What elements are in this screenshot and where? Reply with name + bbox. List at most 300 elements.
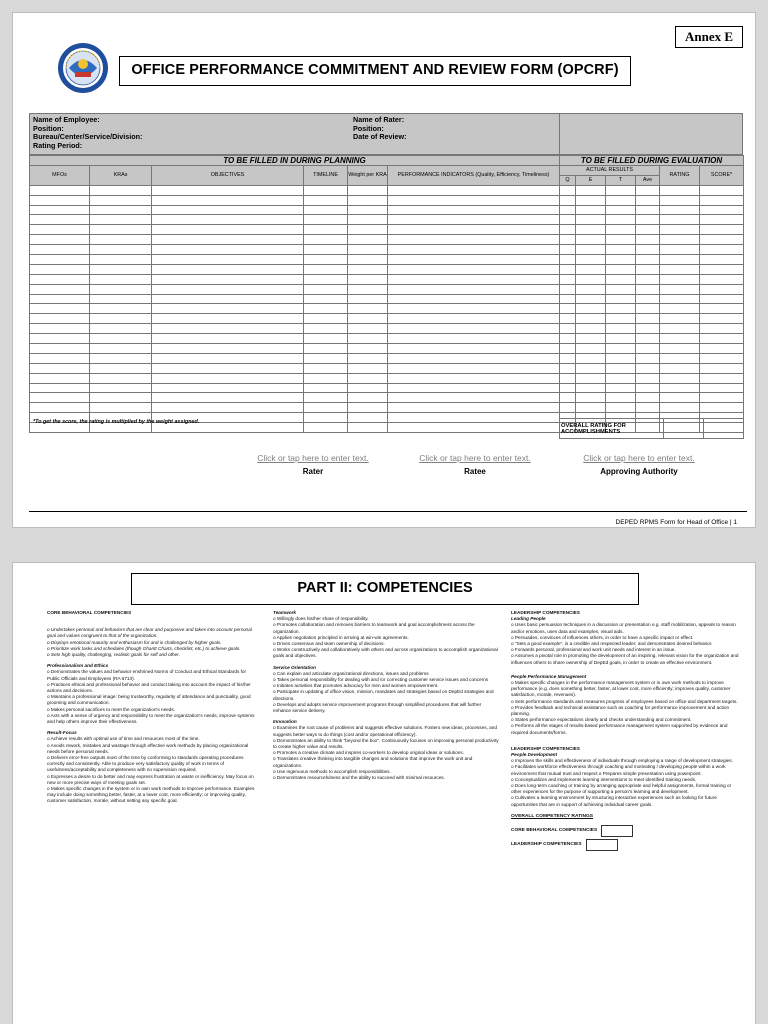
- table-cell[interactable]: [348, 403, 388, 413]
- table-cell[interactable]: [90, 185, 152, 195]
- table-cell[interactable]: [560, 314, 576, 324]
- table-cell[interactable]: [576, 304, 606, 314]
- table-cell[interactable]: [30, 185, 90, 195]
- table-cell[interactable]: [700, 235, 744, 245]
- table-cell[interactable]: [636, 294, 660, 304]
- table-cell[interactable]: [348, 324, 388, 334]
- table-cell[interactable]: [660, 304, 700, 314]
- table-cell[interactable]: [152, 373, 304, 383]
- table-cell[interactable]: [304, 314, 348, 324]
- table-cell[interactable]: [152, 383, 304, 393]
- table-cell[interactable]: [90, 205, 152, 215]
- table-cell[interactable]: [30, 274, 90, 284]
- table-cell[interactable]: [152, 205, 304, 215]
- table-cell[interactable]: [576, 334, 606, 344]
- table-cell[interactable]: [348, 235, 388, 245]
- overall-rating-table: [559, 418, 744, 439]
- table-cell[interactable]: [388, 205, 560, 215]
- table-cell[interactable]: [636, 274, 660, 284]
- table-cell[interactable]: [700, 324, 744, 334]
- table-cell[interactable]: [576, 324, 606, 334]
- table-cell[interactable]: [90, 294, 152, 304]
- table-cell[interactable]: [152, 334, 304, 344]
- table-cell[interactable]: [576, 205, 606, 215]
- table-cell[interactable]: [560, 225, 576, 235]
- table-cell[interactable]: [560, 185, 576, 195]
- table-cell[interactable]: [636, 393, 660, 403]
- table-cell[interactable]: [636, 373, 660, 383]
- leadership-rating-label: LEADERSHIP COMPETENCIES: [511, 841, 582, 847]
- table-cell[interactable]: [606, 314, 636, 324]
- table-cell[interactable]: [152, 353, 304, 363]
- table-cell[interactable]: [700, 393, 744, 403]
- table-cell[interactable]: [304, 304, 348, 314]
- table-cell[interactable]: [304, 413, 348, 423]
- table-cell[interactable]: [304, 245, 348, 255]
- table-cell[interactable]: [700, 294, 744, 304]
- table-cell[interactable]: [576, 393, 606, 403]
- table-cell[interactable]: [606, 334, 636, 344]
- table-cell[interactable]: [304, 353, 348, 363]
- table-cell[interactable]: [152, 363, 304, 373]
- table-cell[interactable]: [576, 284, 606, 294]
- table-cell[interactable]: [660, 373, 700, 383]
- table-cell[interactable]: [388, 314, 560, 324]
- table-cell[interactable]: [606, 304, 636, 314]
- table-cell[interactable]: [560, 255, 576, 265]
- table-cell[interactable]: [576, 185, 606, 195]
- table-cell[interactable]: [606, 195, 636, 205]
- table-cell[interactable]: [304, 324, 348, 334]
- bullet-item: o Improves the skills and effectiveness of individuals through employing a range of development strategies.: [511, 758, 733, 764]
- table-cell[interactable]: [576, 403, 606, 413]
- table-cell[interactable]: [606, 373, 636, 383]
- table-cell[interactable]: [636, 215, 660, 225]
- table-cell[interactable]: [304, 284, 348, 294]
- table-cell[interactable]: [90, 344, 152, 354]
- table-cell[interactable]: [90, 264, 152, 274]
- table-cell[interactable]: [606, 383, 636, 393]
- table-cell[interactable]: [348, 185, 388, 195]
- table-cell[interactable]: [660, 393, 700, 403]
- table-cell[interactable]: [576, 274, 606, 284]
- table-cell[interactable]: [388, 264, 560, 274]
- table-cell[interactable]: [348, 314, 388, 324]
- table-cell[interactable]: [636, 205, 660, 215]
- table-cell[interactable]: [560, 363, 576, 373]
- table-cell[interactable]: [152, 393, 304, 403]
- overall-score-cell[interactable]: [704, 419, 744, 439]
- table-cell[interactable]: [660, 274, 700, 284]
- table-cell[interactable]: [606, 284, 636, 294]
- table-cell[interactable]: [348, 393, 388, 403]
- table-cell[interactable]: [606, 403, 636, 413]
- table-cell[interactable]: [90, 334, 152, 344]
- table-cell[interactable]: [388, 235, 560, 245]
- table-cell[interactable]: [660, 185, 700, 195]
- table-cell[interactable]: [560, 304, 576, 314]
- table-cell[interactable]: [30, 294, 90, 304]
- table-cell[interactable]: [636, 185, 660, 195]
- table-cell[interactable]: [560, 215, 576, 225]
- table-cell[interactable]: [606, 255, 636, 265]
- table-cell[interactable]: [660, 255, 700, 265]
- table-cell[interactable]: [636, 353, 660, 363]
- table-cell[interactable]: [606, 235, 636, 245]
- table-cell[interactable]: [90, 255, 152, 265]
- table-cell[interactable]: [388, 245, 560, 255]
- table-cell[interactable]: [636, 264, 660, 274]
- table-cell[interactable]: [388, 383, 560, 393]
- table-cell[interactable]: [90, 383, 152, 393]
- table-cell[interactable]: [560, 324, 576, 334]
- table-cell[interactable]: [30, 245, 90, 255]
- table-cell[interactable]: [606, 205, 636, 215]
- table-cell[interactable]: [152, 324, 304, 334]
- table-cell[interactable]: [304, 294, 348, 304]
- table-cell[interactable]: [30, 393, 90, 403]
- table-cell[interactable]: [700, 353, 744, 363]
- table-cell[interactable]: [90, 373, 152, 383]
- table-cell[interactable]: [606, 185, 636, 195]
- table-cell[interactable]: [348, 274, 388, 284]
- table-cell[interactable]: [388, 185, 560, 195]
- table-cell[interactable]: [576, 225, 606, 235]
- table-cell[interactable]: [560, 235, 576, 245]
- table-cell[interactable]: [90, 195, 152, 205]
- table-cell[interactable]: [348, 383, 388, 393]
- table-cell[interactable]: [700, 255, 744, 265]
- table-cell[interactable]: [304, 393, 348, 403]
- table-cell[interactable]: [90, 363, 152, 373]
- table-cell[interactable]: [30, 344, 90, 354]
- table-cell[interactable]: [576, 344, 606, 354]
- table-cell[interactable]: [576, 383, 606, 393]
- overall-rating-cell[interactable]: [664, 419, 704, 439]
- table-cell[interactable]: [152, 255, 304, 265]
- table-cell[interactable]: [30, 324, 90, 334]
- table-cell[interactable]: [304, 363, 348, 373]
- table-cell[interactable]: [304, 195, 348, 205]
- table-cell[interactable]: [152, 344, 304, 354]
- table-cell[interactable]: [660, 403, 700, 413]
- table-cell[interactable]: [636, 403, 660, 413]
- table-cell[interactable]: [388, 215, 560, 225]
- table-cell[interactable]: [30, 363, 90, 373]
- table-cell[interactable]: [700, 334, 744, 344]
- table-cell[interactable]: [388, 324, 560, 334]
- table-cell[interactable]: [576, 235, 606, 245]
- table-cell[interactable]: [388, 195, 560, 205]
- table-cell[interactable]: [560, 334, 576, 344]
- table-cell[interactable]: [576, 195, 606, 205]
- table-cell[interactable]: [660, 363, 700, 373]
- table-cell[interactable]: [388, 403, 560, 413]
- table-cell[interactable]: [304, 215, 348, 225]
- table-cell[interactable]: [30, 215, 90, 225]
- table-cell[interactable]: [90, 274, 152, 284]
- table-cell[interactable]: [636, 235, 660, 245]
- table-cell[interactable]: [660, 225, 700, 235]
- teamwork-list: [273, 616, 499, 659]
- table-cell[interactable]: [348, 373, 388, 383]
- table-cell[interactable]: [348, 284, 388, 294]
- table-cell[interactable]: [660, 324, 700, 334]
- table-cell[interactable]: [388, 274, 560, 284]
- table-cell[interactable]: [660, 284, 700, 294]
- table-cell[interactable]: [304, 344, 348, 354]
- table-cell[interactable]: [304, 205, 348, 215]
- table-cell[interactable]: [304, 274, 348, 284]
- core-rating-row: [511, 824, 739, 838]
- table-cell[interactable]: [388, 225, 560, 235]
- table-cell[interactable]: [348, 215, 388, 225]
- table-cell[interactable]: [348, 413, 388, 423]
- table-cell[interactable]: [30, 383, 90, 393]
- table-cell[interactable]: [152, 284, 304, 294]
- table-cell[interactable]: [700, 284, 744, 294]
- table-cell[interactable]: [636, 225, 660, 235]
- table-cell[interactable]: [90, 304, 152, 314]
- table-cell[interactable]: [560, 403, 576, 413]
- table-cell[interactable]: [560, 205, 576, 215]
- table-cell[interactable]: [576, 373, 606, 383]
- table-cell[interactable]: [152, 314, 304, 324]
- table-cell[interactable]: [636, 383, 660, 393]
- table-cell[interactable]: [660, 314, 700, 324]
- table-cell[interactable]: [388, 344, 560, 354]
- table-cell[interactable]: [152, 403, 304, 413]
- table-cell[interactable]: [636, 255, 660, 265]
- table-cell[interactable]: [348, 225, 388, 235]
- table-cell[interactable]: [304, 373, 348, 383]
- table-cell[interactable]: [348, 264, 388, 274]
- table-cell[interactable]: [576, 353, 606, 363]
- table-cell[interactable]: [388, 423, 560, 433]
- leadership-rating-box[interactable]: [586, 839, 618, 851]
- table-cell[interactable]: [30, 264, 90, 274]
- table-cell[interactable]: [660, 245, 700, 255]
- table-cell[interactable]: [348, 304, 388, 314]
- table-cell[interactable]: [560, 393, 576, 403]
- table-cell[interactable]: [152, 215, 304, 225]
- table-cell[interactable]: [304, 185, 348, 195]
- table-cell[interactable]: [660, 353, 700, 363]
- table-cell[interactable]: [304, 383, 348, 393]
- table-cell[interactable]: [660, 205, 700, 215]
- table-cell[interactable]: [636, 314, 660, 324]
- table-cell[interactable]: [90, 324, 152, 334]
- table-cell[interactable]: [152, 294, 304, 304]
- table-cell[interactable]: [636, 304, 660, 314]
- table-cell[interactable]: [152, 264, 304, 274]
- table-cell[interactable]: [30, 235, 90, 245]
- table-cell[interactable]: [560, 373, 576, 383]
- table-cell[interactable]: [606, 225, 636, 235]
- table-cell[interactable]: [576, 294, 606, 304]
- table-cell[interactable]: [348, 294, 388, 304]
- table-cell[interactable]: [90, 215, 152, 225]
- table-cell[interactable]: [700, 264, 744, 274]
- table-cell[interactable]: [348, 353, 388, 363]
- table-cell[interactable]: [660, 334, 700, 344]
- table-cell[interactable]: [30, 373, 90, 383]
- table-cell[interactable]: [660, 294, 700, 304]
- table-cell[interactable]: [90, 403, 152, 413]
- table-cell[interactable]: [636, 344, 660, 354]
- table-cell[interactable]: [388, 334, 560, 344]
- table-cell[interactable]: [700, 304, 744, 314]
- table-cell[interactable]: [700, 245, 744, 255]
- table-cell[interactable]: [636, 245, 660, 255]
- table-cell[interactable]: [660, 383, 700, 393]
- table-cell[interactable]: [348, 344, 388, 354]
- table-cell[interactable]: [90, 353, 152, 363]
- table-cell[interactable]: [606, 363, 636, 373]
- table-cell[interactable]: [304, 235, 348, 245]
- table-cell[interactable]: [606, 264, 636, 274]
- table-cell[interactable]: [636, 334, 660, 344]
- table-cell[interactable]: [90, 245, 152, 255]
- table-cell[interactable]: [388, 255, 560, 265]
- table-cell[interactable]: [606, 324, 636, 334]
- bullet-item: o Applies negotiation principled in arriving at win-win agreements.: [273, 634, 409, 640]
- table-cell[interactable]: [700, 403, 744, 413]
- table-cell[interactable]: [560, 344, 576, 354]
- core-rating-box[interactable]: [601, 825, 633, 837]
- table-cell[interactable]: [576, 215, 606, 225]
- table-cell[interactable]: [90, 225, 152, 235]
- table-cell[interactable]: [30, 304, 90, 314]
- table-cell[interactable]: [152, 304, 304, 314]
- table-cell[interactable]: [348, 363, 388, 373]
- table-cell[interactable]: [304, 264, 348, 274]
- table-cell[interactable]: [560, 245, 576, 255]
- table-cell[interactable]: [560, 353, 576, 363]
- table-cell[interactable]: [606, 393, 636, 403]
- table-cell[interactable]: [304, 403, 348, 413]
- table-cell[interactable]: [90, 314, 152, 324]
- table-cell[interactable]: [388, 363, 560, 373]
- table-cell[interactable]: [576, 245, 606, 255]
- table-cell[interactable]: [576, 264, 606, 274]
- table-cell[interactable]: [700, 274, 744, 284]
- bullet-item: o Makes specific changes in the system or in own work methods to improve performance. Examples may include doing something better, faster, at a lower cost, more efficiently; or improving quality, customer satisfaction, morale, without setting any specific goal.: [47, 786, 255, 804]
- table-cell[interactable]: [348, 423, 388, 433]
- table-cell[interactable]: [304, 334, 348, 344]
- table-cell[interactable]: [660, 344, 700, 354]
- table-cell[interactable]: [560, 383, 576, 393]
- table-cell[interactable]: [560, 195, 576, 205]
- table-cell[interactable]: [576, 363, 606, 373]
- table-cell[interactable]: [560, 264, 576, 274]
- table-cell[interactable]: [388, 284, 560, 294]
- table-cell[interactable]: [700, 185, 744, 195]
- table-cell[interactable]: [304, 255, 348, 265]
- table-cell[interactable]: [700, 344, 744, 354]
- table-cell[interactable]: [152, 274, 304, 284]
- table-cell[interactable]: [348, 245, 388, 255]
- employee-info-section: [29, 113, 743, 155]
- table-cell[interactable]: [30, 314, 90, 324]
- table-cell[interactable]: [90, 235, 152, 245]
- table-cell[interactable]: [388, 353, 560, 363]
- table-cell[interactable]: [388, 413, 560, 423]
- table-cell[interactable]: [700, 383, 744, 393]
- table-cell[interactable]: [560, 274, 576, 284]
- approving-authority-text-field[interactable]: Click or tap here to enter text.: [583, 453, 695, 463]
- table-cell[interactable]: [388, 294, 560, 304]
- table-cell[interactable]: [576, 255, 606, 265]
- table-cell[interactable]: [30, 225, 90, 235]
- table-cell[interactable]: [636, 195, 660, 205]
- table-cell[interactable]: [304, 225, 348, 235]
- table-cell[interactable]: [660, 215, 700, 225]
- table-cell[interactable]: [348, 195, 388, 205]
- table-cell[interactable]: [388, 393, 560, 403]
- table-cell[interactable]: [636, 324, 660, 334]
- table-cell[interactable]: [660, 264, 700, 274]
- table-cell[interactable]: [388, 373, 560, 383]
- table-cell[interactable]: [152, 225, 304, 235]
- table-cell[interactable]: [30, 334, 90, 344]
- table-cell[interactable]: [348, 205, 388, 215]
- table-cell[interactable]: [388, 304, 560, 314]
- table-cell[interactable]: [606, 274, 636, 284]
- table-cell[interactable]: [304, 423, 348, 433]
- table-cell[interactable]: [660, 235, 700, 245]
- competencies-page: [12, 562, 756, 1024]
- table-cell[interactable]: [348, 255, 388, 265]
- table-cell[interactable]: [700, 205, 744, 215]
- table-cell[interactable]: [30, 205, 90, 215]
- table-cell[interactable]: [560, 294, 576, 304]
- table-cell[interactable]: [606, 344, 636, 354]
- table-cell[interactable]: [30, 284, 90, 294]
- table-cell[interactable]: [636, 284, 660, 294]
- table-cell[interactable]: [700, 195, 744, 205]
- table-cell[interactable]: [152, 235, 304, 245]
- table-cell[interactable]: [606, 245, 636, 255]
- table-cell[interactable]: [700, 363, 744, 373]
- col-performance-indicators: PERFORMANCE INDICATORS (Quality, Efficiency, Timeliness): [388, 166, 560, 186]
- table-cell[interactable]: [152, 245, 304, 255]
- table-cell[interactable]: [606, 215, 636, 225]
- table-cell[interactable]: [152, 195, 304, 205]
- table-cell[interactable]: [560, 284, 576, 294]
- table-cell[interactable]: [30, 403, 90, 413]
- table-cell[interactable]: [700, 215, 744, 225]
- table-cell[interactable]: [30, 353, 90, 363]
- table-cell[interactable]: [636, 363, 660, 373]
- table-cell[interactable]: [700, 373, 744, 383]
- table-cell[interactable]: [700, 225, 744, 235]
- table-cell[interactable]: [606, 353, 636, 363]
- table-cell[interactable]: [348, 334, 388, 344]
- table-cell[interactable]: [576, 314, 606, 324]
- table-cell[interactable]: [90, 284, 152, 294]
- table-cell[interactable]: [700, 314, 744, 324]
- rater-text-field[interactable]: Click or tap here to enter text.: [257, 453, 369, 463]
- core-competencies-heading: CORE BEHAVIORAL COMPETENCIES: [47, 610, 132, 615]
- table-cell[interactable]: [90, 393, 152, 403]
- table-cell[interactable]: [30, 255, 90, 265]
- table-cell[interactable]: [660, 195, 700, 205]
- table-cell[interactable]: [152, 185, 304, 195]
- ratee-text-field[interactable]: Click or tap here to enter text.: [419, 453, 531, 463]
- table-cell[interactable]: [606, 294, 636, 304]
- table-cell[interactable]: [30, 195, 90, 205]
